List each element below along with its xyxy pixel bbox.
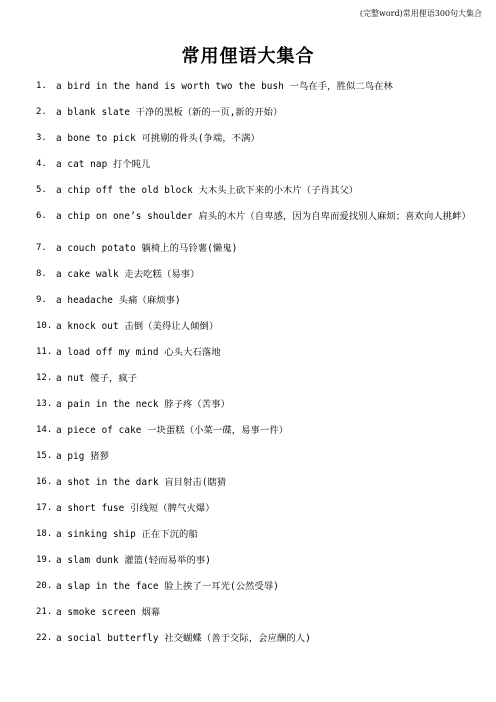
item-text: a piece of cake 一块蛋糕（小菜一碟，易事一件）	[56, 425, 289, 436]
list-item	[36, 320, 476, 333]
list-item	[36, 242, 476, 255]
item-text: a cat nap 打个盹儿	[56, 159, 151, 170]
list-item	[36, 158, 476, 171]
list-item	[36, 476, 476, 489]
item-text: a sinking ship 正在下沉的船	[56, 529, 198, 540]
item-number: 4.	[36, 159, 47, 169]
item-number: 21.	[36, 607, 53, 617]
item-text: a bird in the hand is worth two the bush 一鸟在手，胜似二鸟在林	[56, 81, 393, 92]
item-text: a headache 头痛（麻烦事)	[56, 295, 181, 306]
list-item	[36, 268, 476, 281]
item-text: a nut 傻子，疯子	[56, 373, 138, 384]
item-number: 16.	[36, 477, 53, 487]
item-number: 17.	[36, 503, 53, 513]
list-item	[36, 450, 476, 463]
item-text: a chip off the old block 大木头上砍下来的小木片（子肖其父）	[56, 185, 359, 196]
item-text: a slam dunk 灌篮(轻而易举的事)	[56, 555, 211, 566]
item-number: 7.	[36, 243, 47, 253]
list-item	[36, 132, 476, 145]
item-text: a chip on one’s shoulder 肩头的木片（自卑感，因为自卑而爱找别人麻烦；喜欢向人挑衅）	[56, 211, 471, 222]
list-item	[36, 106, 476, 119]
item-text: a social butterfly 社交蝴蝶（善于交际，会应酬的人)	[56, 633, 311, 644]
item-number: 8.	[36, 269, 47, 279]
item-number: 22.	[36, 633, 53, 643]
item-number: 20.	[36, 581, 53, 591]
page-title: 常用俚语大集合	[181, 46, 315, 67]
item-text: a blank slate 干净的黑板（新的一页,新的开始）	[56, 107, 283, 118]
list-item	[36, 294, 476, 307]
list-item	[36, 80, 476, 93]
item-number: 2.	[36, 107, 47, 117]
list-item	[36, 528, 476, 541]
item-number: 13.	[36, 399, 53, 409]
idiom-list	[36, 80, 476, 658]
item-text: a bone to pick 可挑剔的骨头(争端，不满）	[56, 133, 260, 144]
list-item	[36, 424, 476, 437]
list-item	[36, 580, 476, 593]
list-item	[36, 184, 476, 197]
item-text: a knock out 击倒（美得让人倾倒）	[56, 321, 219, 332]
item-number: 1.	[36, 81, 47, 91]
item-number: 14.	[36, 425, 53, 435]
header-note: (完整word)常用俚语300句大集合	[359, 9, 482, 18]
item-number: 10.	[36, 321, 53, 331]
item-number: 6.	[36, 211, 47, 221]
item-number: 19.	[36, 555, 53, 565]
list-item	[36, 554, 476, 567]
list-item	[36, 632, 476, 645]
item-number: 12.	[36, 373, 53, 383]
item-number: 11.	[36, 347, 53, 357]
item-text: a load off my mind 心头大石落地	[56, 347, 221, 358]
item-number: 15.	[36, 451, 53, 461]
list-item	[36, 398, 476, 411]
list-item	[36, 502, 476, 515]
item-text: a shot in the dark 盲目射击(瞎猜	[56, 477, 227, 488]
item-text: a pig 猪猡	[56, 451, 109, 462]
item-number: 3.	[36, 133, 47, 143]
item-text: a couch potato 躺椅上的马铃薯(懒鬼)	[56, 243, 238, 254]
item-number: 9.	[36, 295, 47, 305]
item-text: a pain in the neck 脖子疼（苦事）	[56, 399, 231, 410]
item-number: 5.	[36, 185, 47, 195]
list-item	[36, 372, 476, 385]
item-text: a slap in the face 脸上挨了一耳光(公然受辱)	[56, 581, 280, 592]
list-item	[36, 210, 476, 229]
item-text: a smoke screen 烟幕	[56, 607, 161, 618]
item-text: a cake walk 走去吃糕（易事）	[56, 269, 200, 280]
item-number: 18.	[36, 529, 53, 539]
list-item	[36, 606, 476, 619]
list-item	[36, 346, 476, 359]
item-text: a short fuse 引线短（脾气火爆）	[56, 503, 215, 514]
